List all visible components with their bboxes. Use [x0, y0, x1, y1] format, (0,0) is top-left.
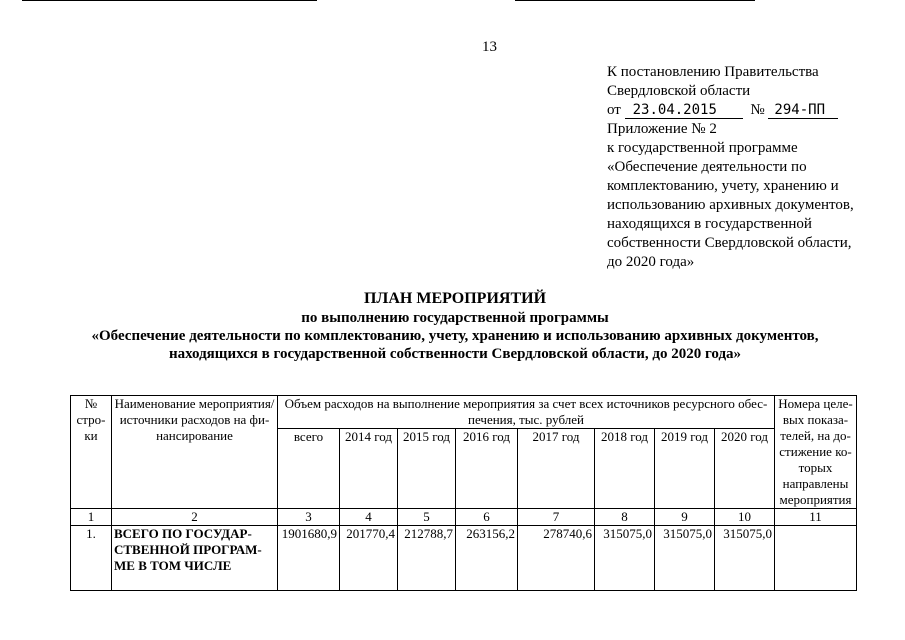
header-year: 2015 год [398, 429, 456, 509]
row-value-year: 201770,4 [340, 526, 398, 591]
column-number: 9 [655, 509, 715, 526]
column-number: 8 [595, 509, 655, 526]
approval-line-1: К постановлению Правительства [607, 64, 819, 80]
date-prefix: от [607, 102, 621, 118]
approval-program-line: находящихся в государственной [607, 216, 812, 232]
table-header-row [71, 396, 857, 429]
row-value-year: 315075,0 [715, 526, 775, 591]
column-number: 6 [456, 509, 518, 526]
column-number: 3 [278, 509, 340, 526]
approval-program-line: собственности Свердловской области, [607, 235, 852, 251]
plan-subtitle-1: по выполнению государственной программы [301, 310, 609, 326]
column-number-row [71, 509, 857, 526]
header-row-number: № стро-ки [71, 396, 112, 509]
plan-title: ПЛАН МЕРОПРИЯТИЙ [363, 290, 547, 307]
header-year: 2014 год [340, 429, 398, 509]
column-number: 11 [775, 509, 857, 526]
approval-program-line: «Обеспечение деятельности по [607, 159, 807, 175]
header-event-name: Наименование мероприятия/ источники расходов на фи-нансирование [112, 396, 278, 509]
plan-subtitle-2: «Обеспечение деятельности по комплектованию, учету, хранению и использованию архивных документов, [91, 328, 819, 344]
number-prefix: № [750, 102, 765, 118]
row-value-year: 212788,7 [398, 526, 456, 591]
approval-program-line: до 2020 года» [607, 254, 695, 270]
row-value-year: 263156,2 [456, 526, 518, 591]
approval-program-line: использованию архивных документов, [607, 197, 854, 213]
approval-line-2: Свердловской области [607, 83, 751, 99]
header-year: 2017 год [518, 429, 595, 509]
column-number: 1 [71, 509, 112, 526]
header-expense-volume: Объем расходов на выполнение мероприятия за счет всех источников ресурсного обес-печения, тыс. рублей [278, 396, 775, 429]
column-number: 7 [518, 509, 595, 526]
header-year: 2016 год [456, 429, 518, 509]
header-indicators: Номера целе-вых показа-телей, на до-стижение ко-торых направлены мероприятия [775, 396, 857, 509]
header-total: всего [278, 429, 340, 509]
number-value: 294-ПП [768, 103, 838, 119]
header-year: 2019 год [655, 429, 715, 509]
header-year: 2020 год [715, 429, 775, 509]
column-number: 2 [112, 509, 278, 526]
approval-program-line: к государственной программе [607, 140, 798, 156]
top-border-left [22, 0, 317, 1]
top-border-right [515, 0, 755, 1]
date-value: 23.04.2015 [625, 103, 743, 119]
row-value-total: 1901680,9 [278, 526, 340, 591]
row-value-year: 315075,0 [655, 526, 715, 591]
plan-table [70, 395, 857, 591]
approval-date-line [607, 101, 897, 120]
row-indicators [775, 526, 857, 591]
plan-subtitle-3: находящихся в государственной собственности Свердловской области, до 2020 года» [168, 346, 742, 362]
table-row [71, 526, 857, 591]
column-number: 5 [398, 509, 456, 526]
approval-program-line: комплектованию, учету, хранению и [607, 178, 839, 194]
column-number: 10 [715, 509, 775, 526]
column-number: 4 [340, 509, 398, 526]
row-number: 1. [71, 526, 112, 591]
header-year: 2018 год [595, 429, 655, 509]
approval-block [607, 63, 897, 272]
row-event-name: ВСЕГО ПО ГОСУДАР-СТВЕННОЙ ПРОГРАМ-МЕ В ТОМ ЧИСЛЕ [112, 526, 278, 591]
page-number: 13 [482, 39, 497, 55]
annex-label: Приложение № 2 [607, 121, 717, 137]
row-value-year: 315075,0 [595, 526, 655, 591]
row-value-year: 278740,6 [518, 526, 595, 591]
